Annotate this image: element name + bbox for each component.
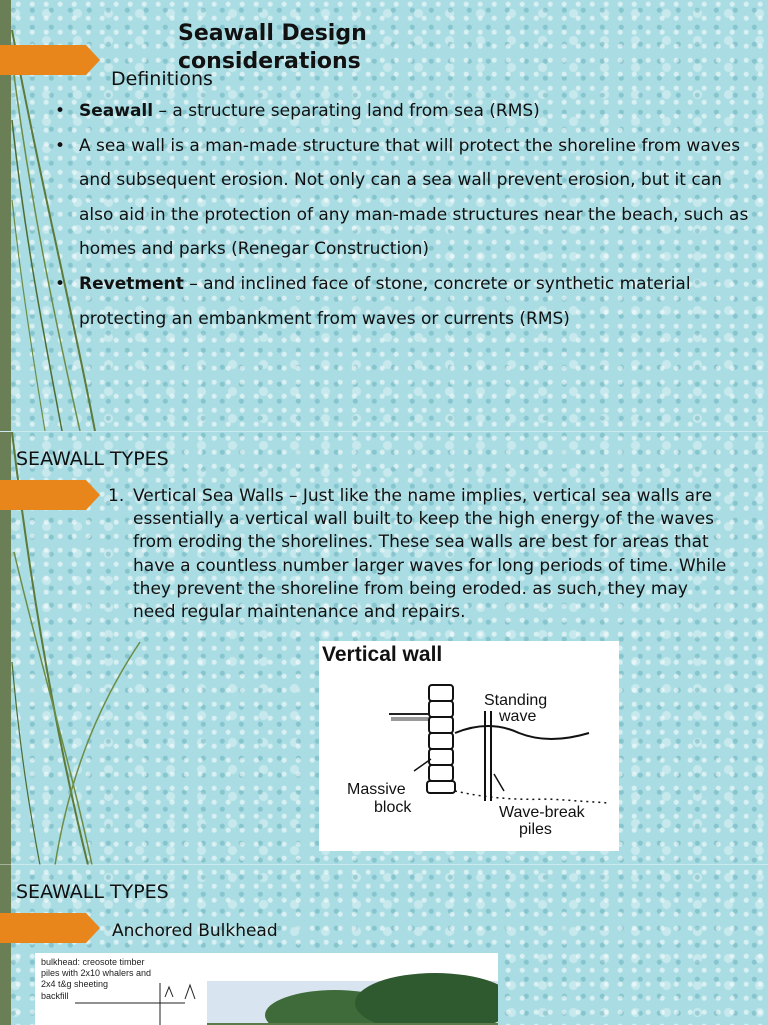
sketch-note-4: backfill: [41, 991, 69, 1001]
slide-seawall-types-vertical: [0, 431, 768, 865]
sea-wall-description: A sea wall is a man-made structure that will protect the shoreline from waves and subsequent erosion. Not only can a sea wall prevent erosion, but it can also aid in the protection of any man-made structures near the beach, such as homes and parks (Renegar Construction): [79, 135, 749, 260]
label-standing: Standing: [484, 692, 548, 709]
slide-seawall-types-bulkhead: [0, 864, 768, 1025]
bulkhead-photo: [207, 973, 498, 1025]
label-massive: Massive: [347, 781, 406, 798]
bulkhead-sketch: [75, 983, 195, 1025]
term-revetment: Revetment: [79, 273, 184, 294]
diagram-title: Vertical wall: [322, 643, 443, 666]
bullet-sea-wall-description: [55, 129, 755, 267]
list-number: 1.: [108, 486, 125, 506]
section-heading: SEAWALL TYPES: [16, 448, 169, 470]
slide-subtitle: Definitions: [111, 68, 213, 90]
sea-bed: [455, 791, 609, 803]
massive-block-wall: [427, 685, 455, 793]
vertical-sea-walls-text: Vertical Sea Walls – Just like the name implies, vertical sea walls are essentially a vertical wall built to keep the high energy of the waves from eroding the shorelines. These sea walls are best for areas that have a countless number larger waves for long periods of time. While they prevent the shoreline from being eroded. as such, they may need regular maintenance and repairs.: [133, 486, 727, 623]
anchored-bulkhead-figure: [35, 953, 498, 1025]
label-block: block: [374, 799, 412, 816]
list-item-vertical-sea-walls: [108, 485, 733, 624]
anchored-bulkhead-label: Anchored Bulkhead: [112, 921, 278, 941]
arrow-piles: [494, 774, 504, 791]
label-wave: wave: [499, 708, 537, 725]
section-heading: SEAWALL TYPES: [16, 881, 169, 903]
label-piles: piles: [519, 821, 552, 838]
def-seawall: – a structure separating land from sea (RMS): [153, 101, 540, 121]
left-accent-bar: [0, 865, 11, 1025]
def-revetment: – and inclined face of stone, concrete or synthetic material protecting an embankment from waves or currents (RMS): [79, 273, 691, 329]
definitions-list: [55, 94, 755, 336]
sketch-note-2: piles with 2x10 whalers and: [41, 968, 152, 978]
bullet-seawall: [55, 94, 755, 129]
slide-title: Seawall Design considerations: [178, 21, 367, 74]
bullet-revetment: [55, 267, 755, 336]
slide-definitions: [0, 0, 768, 431]
orange-tab-accent: [0, 45, 100, 75]
vertical-wall-diagram: [319, 641, 619, 851]
orange-tab-accent: [0, 480, 100, 510]
seawall-types-list: [108, 485, 733, 624]
orange-tab-accent: [0, 913, 100, 943]
wave-break-piles: [485, 711, 491, 801]
term-seawall: Seawall: [79, 101, 154, 121]
standing-wave-line: [455, 726, 589, 739]
label-wave-break: Wave-break: [499, 804, 585, 821]
sketch-note-1: bulkhead: creosote timber: [41, 957, 145, 967]
sketch-note-3: 2x4 t&g sheeting: [41, 979, 109, 989]
